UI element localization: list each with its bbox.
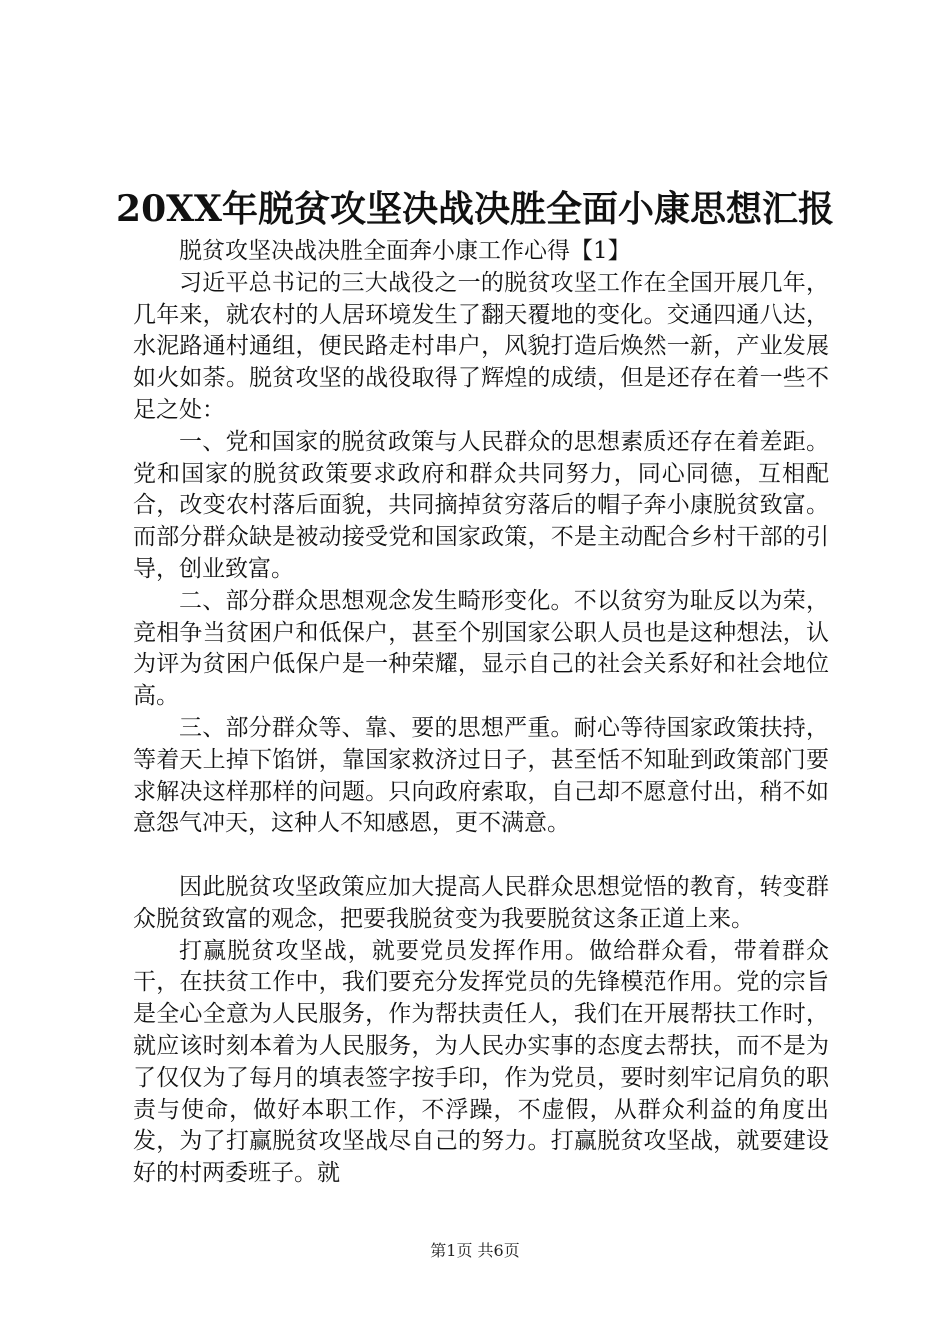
document-title: 20XX年脱贫攻坚决战决胜全面小康思想汇报: [116, 188, 834, 230]
paragraph-point-two: 二、部分群众思想观念发生畸形变化。不以贫穷为耻反以为荣，竞相争当贫困户和低保户，甚至个别国家公职人员也是这种想法，认为评为贫困户低保户是一种荣耀，显示自己的社会关系好和社会地位高。: [133, 587, 829, 710]
page-number-footer: 第1页 共6页: [430, 1241, 520, 1260]
document-subtitle: 脱贫攻坚决战决胜全面奔小康工作心得【1】: [179, 238, 631, 264]
paragraph-gap: [133, 840, 829, 872]
paragraph-conclusion: 因此脱贫攻坚政策应加大提高人民群众思想觉悟的教育，转变群众脱贫致富的观念，把要我脱贫变为我要脱贫这条正道上来。: [133, 873, 829, 932]
paragraph-point-three: 三、部分群众等、靠、要的思想严重。耐心等待国家政策扶持，等着天上掉下馅饼，靠国家救济过日子，甚至恬不知耻到政策部门要求解决这样那样的问题。只向政府索取，自己却不愿意付出，稍不如意怨气冲天，这种人不知感恩，更不满意。: [133, 714, 829, 837]
paragraph-intro: 习近平总书记的三大战役之一的脱贫攻坚工作在全国开展几年，几年来，就农村的人居环境发生了翻天覆地的变化。交通四通八达，水泥路通村通组，便民路走村串户，风貌打造后焕然一新，产业发展如火如荼。脱贫攻坚的战役取得了辉煌的成绩，但是还存在着一些不足之处：: [133, 269, 829, 423]
document-body: [133, 236, 829, 1190]
paragraph-party-members: 打赢脱贫攻坚战，就要党员发挥作用。做给群众看，带着群众干，在扶贫工作中，我们要充分发挥党员的先锋模范作用。党的宗旨是全心全意为人民服务，作为帮扶责任人，我们在开展帮扶工作时，就应该时刻本着为人民服务，为人民办实事的态度去帮扶，而不是为了仅仅为了每月的填表签字按手印，作为党员，要时刻牢记肩负的职责与使命，做好本职工作，不浮躁，不虚假，从群众利益的角度出发，为了打赢脱贫攻坚战尽自己的努力。打赢脱贫攻坚战，就要建设好的村两委班子。就: [133, 937, 829, 1187]
paragraph-point-one: 一、党和国家的脱贫政策与人民群众的思想素质还存在着差距。党和国家的脱贫政策要求政府和群众共同努力，同心同德，互相配合，改变农村落后面貌，共同摘掉贫穷落后的帽子奔小康脱贫致富。而部分群众缺是被动接受党和国家政策，不是主动配合乡村干部的引导，创业致富。: [133, 428, 829, 582]
